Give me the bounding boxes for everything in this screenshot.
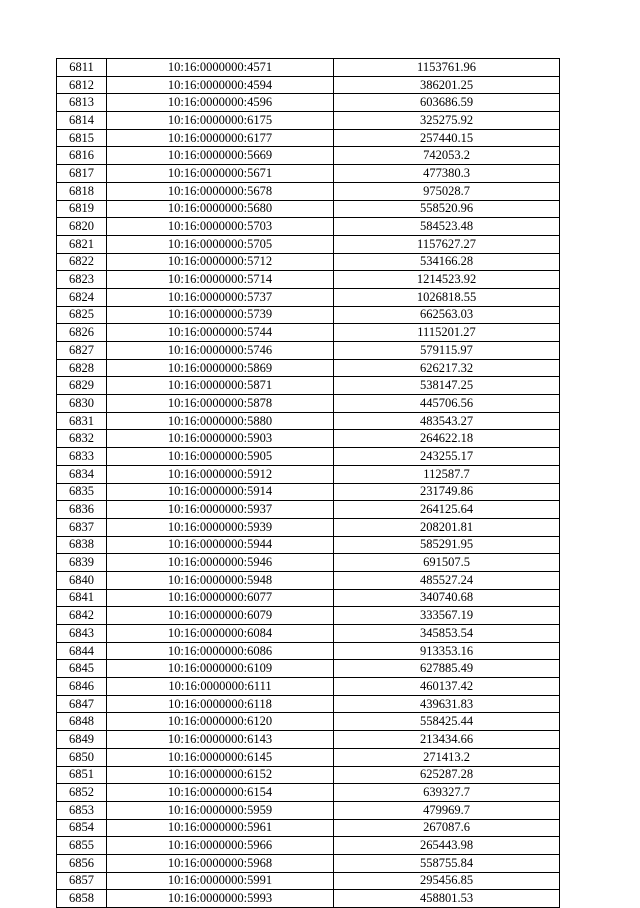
row-number-cell: 6839 <box>57 554 107 572</box>
row-number-cell: 6852 <box>57 784 107 802</box>
table-row <box>57 748 560 766</box>
row-number-cell: 6834 <box>57 465 107 483</box>
row-number-cell: 6853 <box>57 801 107 819</box>
row-number-cell: 6851 <box>57 766 107 784</box>
cadastral-number-cell: 10:16:0000000:5739 <box>107 306 334 324</box>
cadastral-number-cell: 10:16:0000000:5680 <box>107 200 334 218</box>
row-number-cell: 6855 <box>57 837 107 855</box>
table-row <box>57 165 560 183</box>
table-row <box>57 483 560 501</box>
amount-cell: 662563.03 <box>334 306 560 324</box>
cadastral-number-cell: 10:16:0000000:5946 <box>107 554 334 572</box>
table-row <box>57 678 560 696</box>
amount-cell: 243255.17 <box>334 448 560 466</box>
amount-cell: 975028.7 <box>334 182 560 200</box>
amount-cell: 584523.48 <box>334 218 560 236</box>
amount-cell: 1153761.96 <box>334 59 560 77</box>
table-row <box>57 271 560 289</box>
table-row <box>57 501 560 519</box>
cadastral-number-cell: 10:16:0000000:6084 <box>107 625 334 643</box>
table-row <box>57 430 560 448</box>
records-table <box>56 58 560 908</box>
amount-cell: 445706.56 <box>334 395 560 413</box>
table-row <box>57 342 560 360</box>
row-number-cell: 6845 <box>57 660 107 678</box>
row-number-cell: 6856 <box>57 854 107 872</box>
amount-cell: 579115.97 <box>334 342 560 360</box>
table-row <box>57 182 560 200</box>
row-number-cell: 6858 <box>57 890 107 908</box>
amount-cell: 691507.5 <box>334 554 560 572</box>
cadastral-number-cell: 10:16:0000000:6077 <box>107 589 334 607</box>
records-table-body <box>57 59 560 908</box>
amount-cell: 558520.96 <box>334 200 560 218</box>
row-number-cell: 6837 <box>57 518 107 536</box>
row-number-cell: 6830 <box>57 395 107 413</box>
row-number-cell: 6838 <box>57 536 107 554</box>
row-number-cell: 6832 <box>57 430 107 448</box>
table-row <box>57 395 560 413</box>
row-number-cell: 6847 <box>57 695 107 713</box>
cadastral-number-cell: 10:16:0000000:5993 <box>107 890 334 908</box>
table-row <box>57 837 560 855</box>
table-row <box>57 377 560 395</box>
amount-cell: 267087.6 <box>334 819 560 837</box>
cadastral-number-cell: 10:16:0000000:6177 <box>107 129 334 147</box>
cadastral-number-cell: 10:16:0000000:5948 <box>107 571 334 589</box>
table-row <box>57 660 560 678</box>
amount-cell: 264622.18 <box>334 430 560 448</box>
row-number-cell: 6841 <box>57 589 107 607</box>
table-row <box>57 306 560 324</box>
table-row <box>57 713 560 731</box>
row-number-cell: 6814 <box>57 112 107 130</box>
amount-cell: 534166.28 <box>334 253 560 271</box>
row-number-cell: 6815 <box>57 129 107 147</box>
row-number-cell: 6831 <box>57 412 107 430</box>
table-row <box>57 554 560 572</box>
row-number-cell: 6817 <box>57 165 107 183</box>
cadastral-number-cell: 10:16:0000000:4571 <box>107 59 334 77</box>
table-row <box>57 359 560 377</box>
amount-cell: 483543.27 <box>334 412 560 430</box>
cadastral-number-cell: 10:16:0000000:6143 <box>107 731 334 749</box>
table-row <box>57 854 560 872</box>
row-number-cell: 6846 <box>57 678 107 696</box>
cadastral-number-cell: 10:16:0000000:6175 <box>107 112 334 130</box>
amount-cell: 340740.68 <box>334 589 560 607</box>
cadastral-number-cell: 10:16:0000000:5678 <box>107 182 334 200</box>
cadastral-number-cell: 10:16:0000000:5703 <box>107 218 334 236</box>
amount-cell: 386201.25 <box>334 76 560 94</box>
row-number-cell: 6820 <box>57 218 107 236</box>
amount-cell: 325275.92 <box>334 112 560 130</box>
amount-cell: 603686.59 <box>334 94 560 112</box>
table-row <box>57 94 560 112</box>
cadastral-number-cell: 10:16:0000000:6086 <box>107 642 334 660</box>
row-number-cell: 6829 <box>57 377 107 395</box>
row-number-cell: 6843 <box>57 625 107 643</box>
amount-cell: 479969.7 <box>334 801 560 819</box>
amount-cell: 1157627.27 <box>334 235 560 253</box>
row-number-cell: 6849 <box>57 731 107 749</box>
row-number-cell: 6824 <box>57 288 107 306</box>
row-number-cell: 6833 <box>57 448 107 466</box>
table-row <box>57 571 560 589</box>
table-row <box>57 218 560 236</box>
amount-cell: 913353.16 <box>334 642 560 660</box>
cadastral-number-cell: 10:16:0000000:5966 <box>107 837 334 855</box>
amount-cell: 1214523.92 <box>334 271 560 289</box>
row-number-cell: 6823 <box>57 271 107 289</box>
amount-cell: 627885.49 <box>334 660 560 678</box>
amount-cell: 439631.83 <box>334 695 560 713</box>
table-row <box>57 872 560 890</box>
amount-cell: 538147.25 <box>334 377 560 395</box>
cadastral-number-cell: 10:16:0000000:5878 <box>107 395 334 413</box>
cadastral-number-cell: 10:16:0000000:6118 <box>107 695 334 713</box>
cadastral-number-cell: 10:16:0000000:5903 <box>107 430 334 448</box>
row-number-cell: 6854 <box>57 819 107 837</box>
amount-cell: 558425.44 <box>334 713 560 731</box>
row-number-cell: 6816 <box>57 147 107 165</box>
cadastral-number-cell: 10:16:0000000:5880 <box>107 412 334 430</box>
cadastral-number-cell: 10:16:0000000:6079 <box>107 607 334 625</box>
cadastral-number-cell: 10:16:0000000:5671 <box>107 165 334 183</box>
amount-cell: 208201.81 <box>334 518 560 536</box>
cadastral-number-cell: 10:16:0000000:5746 <box>107 342 334 360</box>
table-row <box>57 448 560 466</box>
table-row <box>57 59 560 77</box>
amount-cell: 213434.66 <box>334 731 560 749</box>
table-row <box>57 200 560 218</box>
row-number-cell: 6827 <box>57 342 107 360</box>
cadastral-number-cell: 10:16:0000000:5905 <box>107 448 334 466</box>
table-row <box>57 766 560 784</box>
amount-cell: 1026818.55 <box>334 288 560 306</box>
table-row <box>57 536 560 554</box>
amount-cell: 271413.2 <box>334 748 560 766</box>
table-row <box>57 801 560 819</box>
table-row <box>57 731 560 749</box>
amount-cell: 558755.84 <box>334 854 560 872</box>
cadastral-number-cell: 10:16:0000000:6109 <box>107 660 334 678</box>
table-row <box>57 784 560 802</box>
row-number-cell: 6825 <box>57 306 107 324</box>
cadastral-number-cell: 10:16:0000000:5937 <box>107 501 334 519</box>
row-number-cell: 6812 <box>57 76 107 94</box>
table-row <box>57 147 560 165</box>
row-number-cell: 6836 <box>57 501 107 519</box>
cadastral-number-cell: 10:16:0000000:5712 <box>107 253 334 271</box>
row-number-cell: 6835 <box>57 483 107 501</box>
amount-cell: 1115201.27 <box>334 324 560 342</box>
cadastral-number-cell: 10:16:0000000:6111 <box>107 678 334 696</box>
cadastral-number-cell: 10:16:0000000:6152 <box>107 766 334 784</box>
table-row <box>57 589 560 607</box>
cadastral-number-cell: 10:16:0000000:5914 <box>107 483 334 501</box>
row-number-cell: 6811 <box>57 59 107 77</box>
cadastral-number-cell: 10:16:0000000:6120 <box>107 713 334 731</box>
cadastral-number-cell: 10:16:0000000:5961 <box>107 819 334 837</box>
table-row <box>57 235 560 253</box>
table-row <box>57 695 560 713</box>
row-number-cell: 6813 <box>57 94 107 112</box>
cadastral-number-cell: 10:16:0000000:4594 <box>107 76 334 94</box>
amount-cell: 257440.15 <box>334 129 560 147</box>
amount-cell: 112587.7 <box>334 465 560 483</box>
amount-cell: 485527.24 <box>334 571 560 589</box>
row-number-cell: 6826 <box>57 324 107 342</box>
amount-cell: 625287.28 <box>334 766 560 784</box>
table-row <box>57 412 560 430</box>
row-number-cell: 6828 <box>57 359 107 377</box>
amount-cell: 231749.86 <box>334 483 560 501</box>
table-row <box>57 253 560 271</box>
row-number-cell: 6822 <box>57 253 107 271</box>
row-number-cell: 6848 <box>57 713 107 731</box>
row-number-cell: 6844 <box>57 642 107 660</box>
row-number-cell: 6819 <box>57 200 107 218</box>
row-number-cell: 6821 <box>57 235 107 253</box>
cadastral-number-cell: 10:16:0000000:4596 <box>107 94 334 112</box>
cadastral-number-cell: 10:16:0000000:5939 <box>107 518 334 536</box>
cadastral-number-cell: 10:16:0000000:6154 <box>107 784 334 802</box>
amount-cell: 460137.42 <box>334 678 560 696</box>
amount-cell: 345853.54 <box>334 625 560 643</box>
row-number-cell: 6842 <box>57 607 107 625</box>
row-number-cell: 6850 <box>57 748 107 766</box>
amount-cell: 333567.19 <box>334 607 560 625</box>
cadastral-number-cell: 10:16:0000000:5714 <box>107 271 334 289</box>
cadastral-number-cell: 10:16:0000000:5869 <box>107 359 334 377</box>
cadastral-number-cell: 10:16:0000000:5991 <box>107 872 334 890</box>
amount-cell: 585291.95 <box>334 536 560 554</box>
amount-cell: 458801.53 <box>334 890 560 908</box>
cadastral-number-cell: 10:16:0000000:5968 <box>107 854 334 872</box>
amount-cell: 639327.7 <box>334 784 560 802</box>
cadastral-number-cell: 10:16:0000000:5737 <box>107 288 334 306</box>
cadastral-number-cell: 10:16:0000000:5944 <box>107 536 334 554</box>
row-number-cell: 6840 <box>57 571 107 589</box>
table-row <box>57 607 560 625</box>
cadastral-number-cell: 10:16:0000000:5912 <box>107 465 334 483</box>
table-row <box>57 465 560 483</box>
row-number-cell: 6857 <box>57 872 107 890</box>
table-row <box>57 129 560 147</box>
cadastral-number-cell: 10:16:0000000:5669 <box>107 147 334 165</box>
row-number-cell: 6818 <box>57 182 107 200</box>
table-row <box>57 288 560 306</box>
table-row <box>57 518 560 536</box>
cadastral-number-cell: 10:16:0000000:6145 <box>107 748 334 766</box>
cadastral-number-cell: 10:16:0000000:5744 <box>107 324 334 342</box>
cadastral-number-cell: 10:16:0000000:5871 <box>107 377 334 395</box>
table-row <box>57 642 560 660</box>
amount-cell: 295456.85 <box>334 872 560 890</box>
cadastral-number-cell: 10:16:0000000:5959 <box>107 801 334 819</box>
amount-cell: 265443.98 <box>334 837 560 855</box>
cadastral-number-cell: 10:16:0000000:5705 <box>107 235 334 253</box>
amount-cell: 626217.32 <box>334 359 560 377</box>
table-row <box>57 625 560 643</box>
amount-cell: 742053.2 <box>334 147 560 165</box>
table-row <box>57 112 560 130</box>
amount-cell: 477380.3 <box>334 165 560 183</box>
table-row <box>57 819 560 837</box>
amount-cell: 264125.64 <box>334 501 560 519</box>
table-row <box>57 76 560 94</box>
table-row <box>57 324 560 342</box>
